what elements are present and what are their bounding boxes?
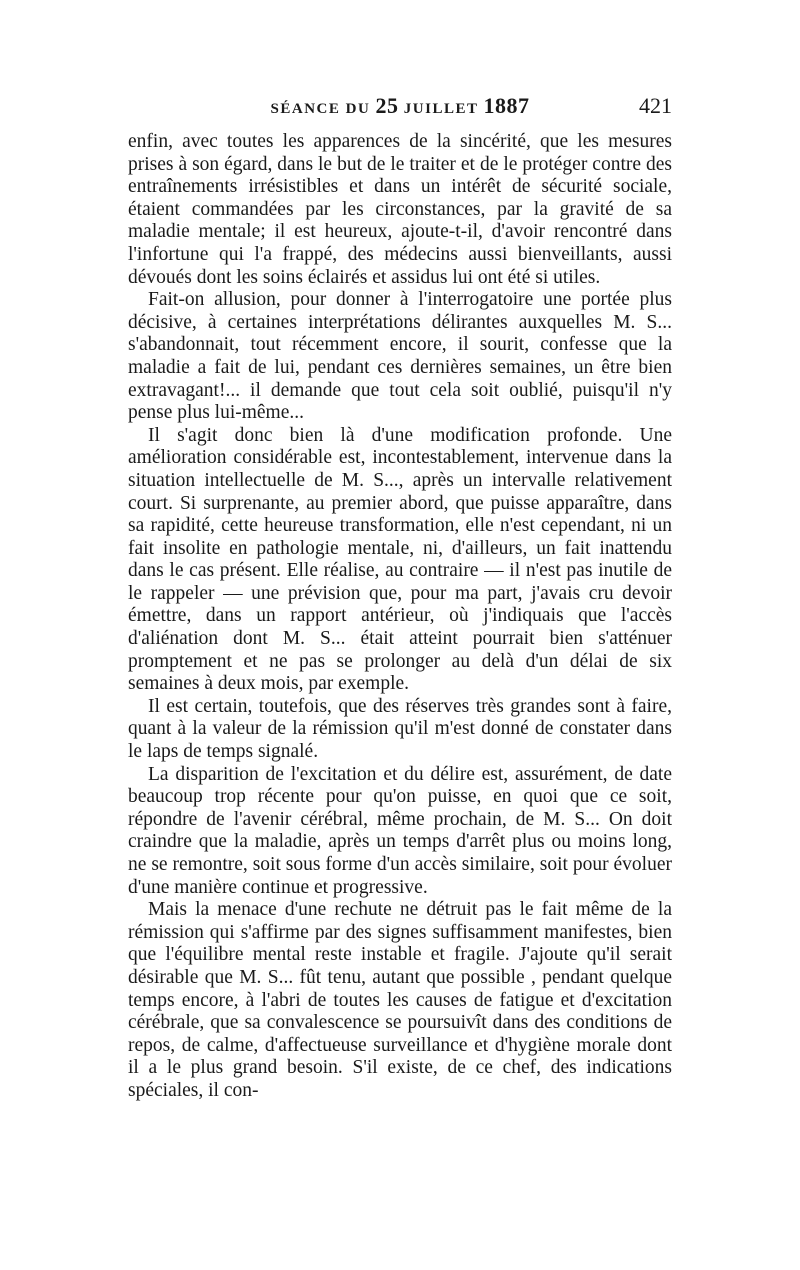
paragraph: Il s'agit donc bien là d'une modification profonde. Une amélioration considérable est, incontestablement, intervenue dans la situation intellectuelle de M. S..., après un intervalle relativement court. Si surprenante, au premier abord, que puisse apparaître, dans sa rapidité, cette heureuse transformation, elle n'est cependant, ni un fait insolite en pathologie mentale, ni, d'ailleurs, un fait inattendu dans le cas présent. Elle réalise, au contraire — il n'est pas inutile de le rappeler — une prévision que, pour ma part, j'avais cru devoir émettre, dans un rapport antérieur, où j'indiquais que l'accès d'aliénation dont M. S... était atteint pourrait bien s'atténuer promptement et ne pas se prolonger au delà d'un délai de six semaines à deux mois, par exemple. [128,424,672,695]
paragraph-continuation: enfin, avec toutes les apparences de la sincérité, que les mesures prises à son égard, dans le but de le traiter et de le protéger contre des entraînements irrésistibles et dans un intérêt de sécurité sociale, étaient commandées par les circonstances, par la gravité de sa maladie mentale; il est heureux, ajoute-t-il, d'avoir rencontré dans l'infortune qui l'a frappé, des médecins aussi bienveillants, aussi dévoués dont les soins éclairés et assidus lui ont été si utiles. [128,131,672,288]
page-header [128,93,672,123]
running-head-month: JUILLET [398,101,484,117]
running-head-year: 1887 [483,93,530,118]
paragraph: La disparition de l'excitation et du délire est, assurément, de date beaucoup trop récente pour qu'on puisse, en quoi que ce soit, répondre de l'avenir cérébral, même prochain, de M. S... On doit craindre que la maladie, après un temps d'arrêt plus ou moins long, ne se remontre, soit sous forme d'un accès similaire, soit pour évoluer d'une manière continue et progressive. [128,763,672,898]
running-head [128,93,672,122]
paragraph: Mais la menace d'une rechute ne détruit pas le fait même de la rémission qui s'affirme par des signes suffisamment manifestes, bien que l'équilibre mental reste instable et fragile. J'ajoute qu'il serait désirable que M. S... fût tenu, autant que possible , pendant quelque temps encore, à l'abri de toutes les causes de fatigue et d'excitation cérébrale, que sa convalescence se poursuivît dans des conditions de repos, de calme, d'affectueuse surveillance et d'hygiène morale dont il a le plus grand besoin. S'il existe, de ce chef, des indications spéciales, il con- [128,899,672,1101]
running-head-day: 25 [375,93,399,118]
paragraph: Il est certain, toutefois, que des réserves très grandes sont à faire, quant à la valeur de la rémission qu'il m'est donné de constater dans le laps de temps signalé. [128,695,672,763]
body-text [128,131,672,1103]
paragraph: Fait-on allusion, pour donner à l'interrogatoire une portée plus décisive, à certaines interprétations délirantes auxquelles M. S... s'abandonnait, tout récemment encore, il sourit, confesse que la maladie a fait de lui, pendant ces dernières semaines, un être bien extravagant!... il demande que tout cela soit oublié, puisqu'il n'y pense plus lui-même... [128,289,672,424]
page-number: 421 [639,93,672,118]
running-head-prefix: SÉANCE DU [270,101,376,117]
